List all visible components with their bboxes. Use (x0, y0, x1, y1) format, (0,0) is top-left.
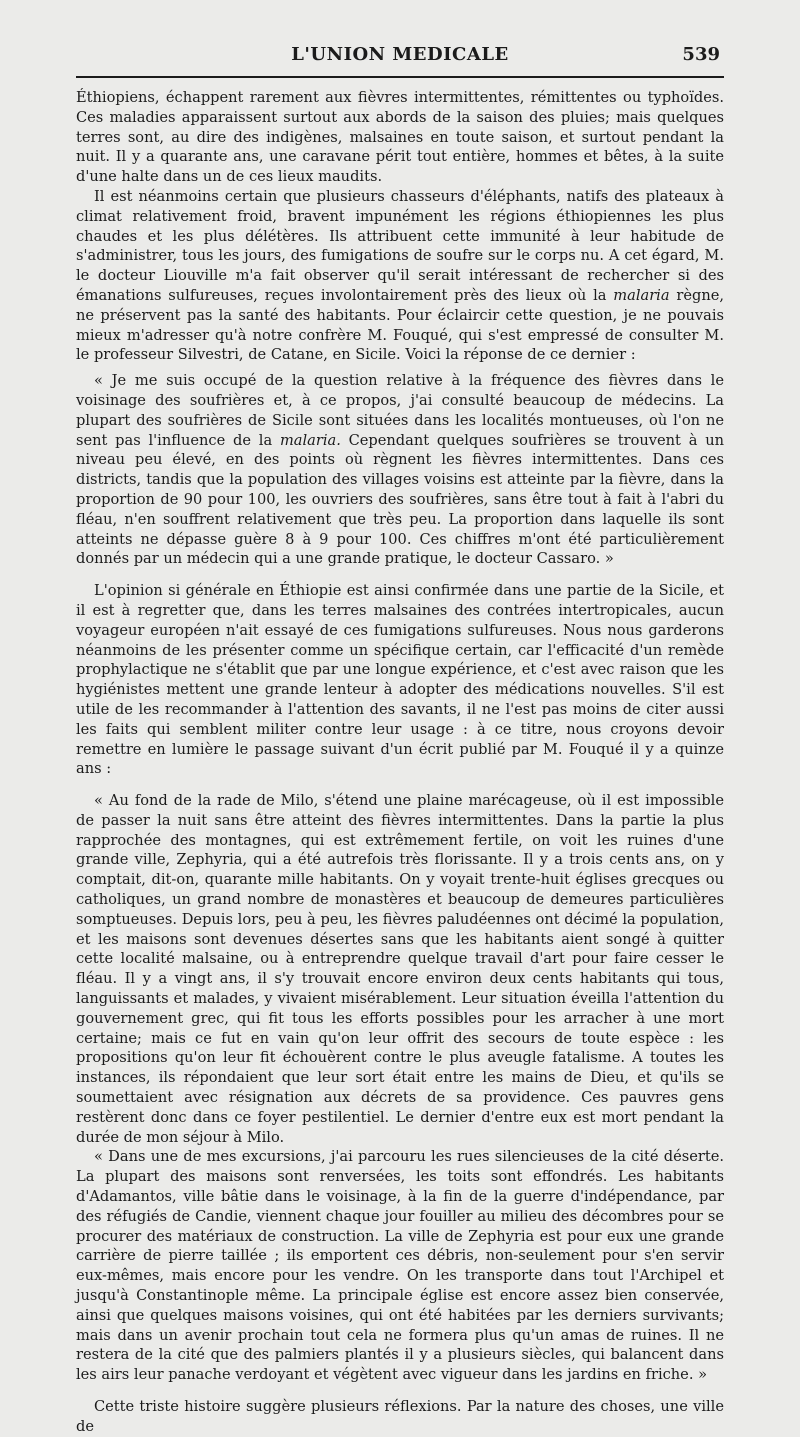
paragraph: Éthiopiens, échappent rarement aux fièvres intermittentes, rémittentes ou typhoïdes. Ces maladies apparaissent surtout aux abords de la saison des pluies; mais quelques terres sont, au dire des indigènes, malsaines en toute saison, et surtout pendant la nuit. Il y a quarante ans, une caravane périt tout entière, hommes et bêtes, à la suite d'une halte dans un de ces lieux maudits. (76, 89, 724, 186)
journal-title: L'UNION MEDICALE (291, 44, 509, 65)
paragraph: L'opinion si générale en Éthiopie est ainsi confirmée dans une partie de la Sicile, et il est à regretter que, dans les terres malsaines des contrées intertropicales, aucun voyageur européen n'ait essayé de ces fumigations sulfureuses. Nous nous garderons néanmoins de les présenter comme un spécifique certain, car l'efficacité d'un remède prophylactique ne s'établit que par une longue expérience, et c'est avec raison que les hygiénistes mettent une grande lenteur à adopter des médications nouvelles. S'il est utile de les recommander à l'attention des savants, il ne l'est pas moins de citer aussi les faits qui semblent militer contre leur usage : à ce titre, nous croyons devoir remettre en lumière le passage suivant d'un écrit publié par M. Fouqué il y a quinze ans : (76, 582, 724, 778)
header-rule (76, 76, 724, 78)
italic-term: malaria. (279, 431, 341, 449)
paragraph-text: Il est néanmoins certain que plusieurs chasseurs d'éléphants, natifs des plateaux à climat relativement froid, bravent impunément les régions éthiopiennes les plus chaudes et les plus délétères. Ils attribuent cette immunité à leur habitude de s'administrer, tous les jours, des fumigations de soufre sur le corps nu. A cet égard, M. le docteur Liouville m'a fait observer qu'il serait intéressant de rechercher si des émanations sulfureuses, reçues involontairement près des lieux où la (76, 187, 724, 304)
paragraph-text: Cependant quelques soufrières se trouvent à un niveau peu élevé, en des points où règnent les fièvres intermittentes. Dans ces districts, tandis que la population des villages voisins est atteinte par la fièvre, dans la proportion de 90 pour 100, les ouvriers des soufrières, sans être tout à fait à l'abri du fléau, n'en souffrent relativement que très peu. La proportion dans laquelle ils sont atteints ne dépasse guère 8 à 9 pour 100. Ces chiffres m'ont été particulièrement donnés par un médecin qui a une grande pratique, le docteur Cassaro. » (76, 431, 725, 568)
paragraph-quote (76, 371, 724, 569)
paragraph-text: règne, ne préservent pas la santé des habitants. Pour éclaircir cette question, je ne pouvais mieux m'adresser qu'à notre confrère M. Fouqué, qui s'est empressé de consulter M. le professeur Silvestri, de Catane, en Sicile. Voici la réponse de ce dernier : (76, 286, 724, 364)
page-header (76, 44, 724, 70)
paragraph (76, 187, 724, 365)
paragraph-quote: « Dans une de mes excursions, j'ai parcouru les rues silencieuses de la cité déserte. La plupart des maisons sont renversées, les toits sont effondrés. Les habitants d'Adamantos, ville bâtie dans le voisinage, à la fin de la guerre d'indépendance, par des réfugiés de Candie, viennent chaque jour fouiller au milieu des décombres pour se procurer des matériaux de construction. La ville de Zephyria est pour eux une grande carrière de pierre taillée ; ils emportent ces débris, non-seulement pour s'en servir eux-mêmes, mais encore pour les vendre. On les transporte dans tout l'Archipel et jusqu'à Constantinople même. La principale église est encore assez bien conservée, ainsi que quelques maisons voisines, qui ont été habitées par les derniers survivants; mais dans un avenir prochain tout cela ne formera plus qu'un amas de ruines. Il ne restera de la cité que des palmiers plantés il y a plusieurs siècles, qui balancent dans les airs leur panache verdoyant et végètent avec vigueur dans les jardins en friche. » (76, 1148, 724, 1384)
paragraph: Cette triste histoire suggère plusieurs réflexions. Par la nature des choses, une ville de (76, 1398, 724, 1435)
italic-term: malaria (613, 286, 670, 304)
page-number: 539 (682, 44, 720, 65)
body-text (76, 88, 724, 1437)
paragraph-quote: « Au fond de la rade de Milo, s'étend une plaine marécageuse, où il est impossible de passer la nuit sans être atteint des fièvres intermittentes. Dans la partie la plus rapprochée des montagnes, qui est extrêmement fertile, on voit les ruines d'une grande ville, Zephyria, qui a été autrefois très florissante. Il y a trois cents ans, on y comptait, dit-on, quarante mille habitants. On y voyait trente-huit églises grecques ou catholiques, un grand nombre de monastères et beaucoup de demeures particulières somptueuses. Depuis lors, peu à peu, les fièvres paludéennes ont décimé la population, et les maisons sont devenues désertes sans que les habitants aient songé à quitter cette localité malsaine, ou à entreprendre quelque travail d'art pour faire cesser le fléau. Il y a vingt ans, il s'y trouvait encore environ deux cents habitants qui tous, languissants et malades, y vivaient misérablement. Leur situation éveilla l'attention du gouvernement grec, qui fit tous les efforts possibles pour les arracher à une mort certaine; mais ce fut en vain qu'on leur offrit des secours de toute espèce : les propositions qu'on leur fit échouèrent contre le plus aveugle fatalisme. A toutes les instances, ils répondaient que leur sort était entre les mains de Dieu, et qu'ils se soumettaient avec résignation aux décrets de sa providence. Ces pauvres gens restèrent donc dans ce foyer pestilentiel. Le dernier d'entre eux est mort pendant la durée de mon séjour à Milo. (76, 792, 724, 1146)
paragraph-text: « Je me suis occupé de la question relative à la fréquence des fièvres dans le voisinage des soufrières et, à ce propos, j'ai consulté beaucoup de médecins. La plupart des soufrières de Sicile sont situées dans les localités montueuses, où l'on ne sent pas l'influence de la (76, 372, 724, 449)
